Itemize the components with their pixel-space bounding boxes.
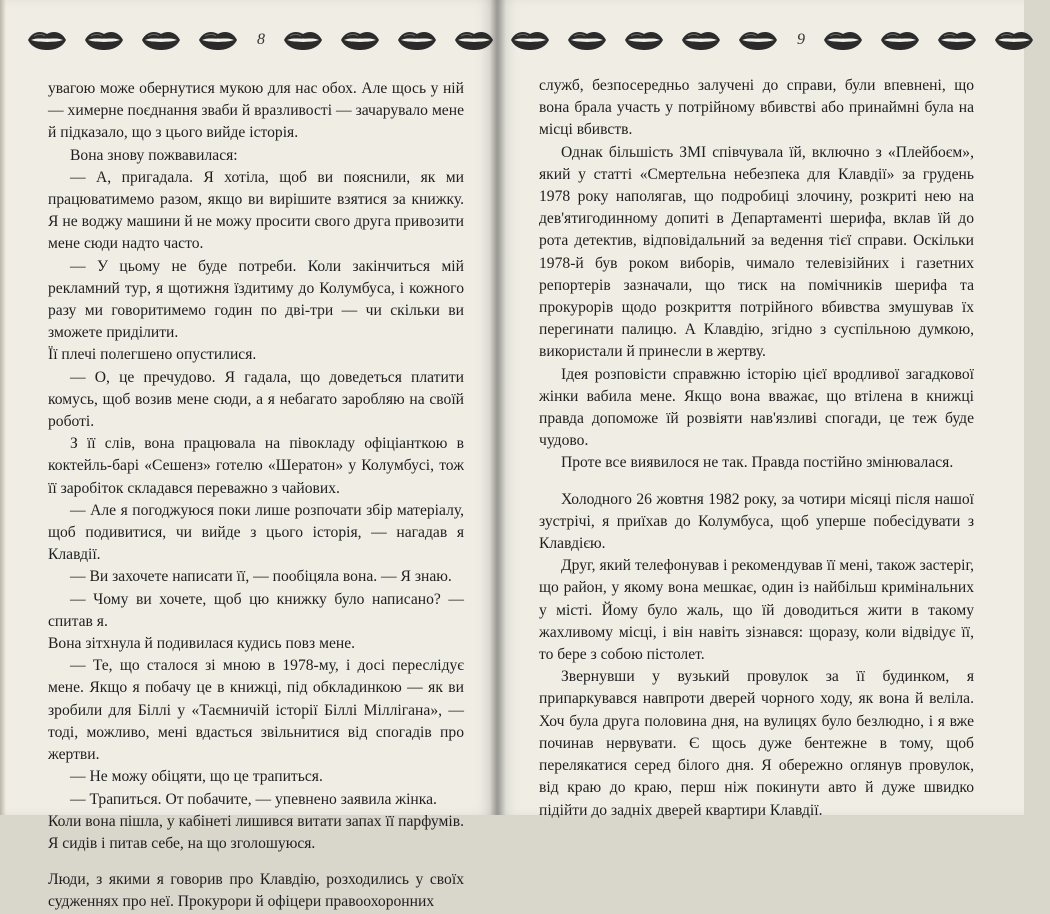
paragraph: Друг, який телефонував і рекомендував її мені, також застеріг, що район, у якому вона мешкає, один із найбільш кримінальних у місті. Йому було жаль, що їй доводиться жити в такому жахливому місці, і він навіть зізнався: щоразу, коли відвідує її, то бере з собою пістолет. (539, 557, 974, 664)
lips-icon (680, 29, 722, 51)
lips-icon (453, 29, 495, 51)
lips-icon (509, 29, 551, 51)
paragraph: — А, пригадала. Я хотіла, щоб ви пояснили, як ми працюватимемо разом, якщо ви вирішите взятися за книжку. Я не воджу машини й не можу просити свого друга привозити мене сюди надто часто. (48, 168, 464, 253)
right-page (497, 0, 1024, 819)
paragraph: — Те, що сталося зі мною в 1978-му, і досі переслідує мене. Якщо я побачу це в книжці, під обкладинкою — як ви зробили для Біллі у «Таємничій історії Біллі Міллігана», — тоді, можливо, мені вдасться звільнитися від спогадів про жертви. (48, 657, 464, 764)
left-page (0, 0, 497, 911)
paragraph: — Трапиться. От побачите, — упевнено заявила жінка. (70, 790, 437, 808)
paragraph: — У цьому не буде потреби. Коли закінчиться мій рекламний тур, я щотижня їздитиму до Колумбуса, і кожного разу ми говоритимемо годин по дві-три — чи скільки ви зможете приділити. (48, 257, 464, 342)
lips-icon (197, 29, 239, 51)
paragraph: Вона знову пожвавилася: (70, 146, 238, 164)
lips-icon (822, 29, 864, 51)
lips-icon (83, 29, 125, 51)
left-page-text (48, 78, 464, 914)
lips-icon (396, 29, 438, 51)
paragraph: З її слів, вона працювала на півокладу офіціанткою в коктейль-барі «Сешенз» готелю «Шератон» у Колумбусі, тож її заробіток складався переважно з чайових. (48, 435, 464, 497)
right-header-ornament (509, 22, 1050, 58)
lips-icon (993, 29, 1035, 51)
lips-icon (936, 29, 978, 51)
lips-icon (26, 29, 68, 51)
paragraph: — Чому ви хочете, щоб цю книжку було написано? — спитав я. (48, 590, 464, 630)
page-number: 8 (257, 31, 265, 48)
paragraph: — О, це пречудово. Я гадала, що доведеться платити комусь, щоб возив мене сюди, а я небагато заробляю на своїй роботі. (48, 368, 464, 431)
lips-icon (623, 29, 665, 51)
right-page-text (539, 75, 974, 822)
paragraph: Коли вона пішла, у кабінеті лишився витати запах її парфумів. Я сидів і питав себе, на що зголошуюся. (48, 812, 464, 852)
lips-icon (566, 29, 608, 51)
lips-icon (140, 29, 182, 51)
lips-icon (282, 29, 324, 51)
left-header-ornament (26, 22, 510, 58)
paragraph: Однак більшість ЗМІ співчувала їй, включно з «Плейбоєм», який у статті «Смертельна небезпека для Клавдії» за грудень 1978 року наполягав, що подробиці злочину, розкриті нею на дев'ятигодинному допиті в Департаменті шерифа, вклав їй до рота детектив, відповідальний за ведення тієї справи. Оскільки 1978-й був роком виборів, чимало телевізійних і газетних репортерів зазначали, що тиск на помічників шерифа та прокурорів щодо розкриття потрійного вбивства змушував їх перегинати палицю. А Клавдію, згідно з суспільною думкою, використали й принесли в жертву. (539, 143, 974, 361)
lips-icon (737, 29, 779, 51)
paragraph: Холодного 26 жовтня 1982 року, за чотири місяці після нашої зустрічі, я приїхав до Колумбуса, щоб уперше побесідувати з Клавдією. (539, 490, 974, 553)
paragraph: — Ви захочете написати її, — пообіцяла вона. — Я знаю. (70, 568, 452, 586)
lips-icon (879, 29, 921, 51)
paragraph: — Не можу обіцяти, що це трапиться. (70, 768, 323, 786)
paragraph: Вона зітхнула й подивилася кудись повз мене. (48, 635, 356, 653)
paragraph: Звернувши у вузький провулок за її будинком, я припаркувався навпроти дверей чорного ходу, як вона й веліла. Хоч була друга половина дня, на вулицях було безлюдно, і я вже починав нервувати. Є щось дуже бентежне в тому, щоб перелякатися серед білого дня. Я обережно оглянув провулок, від краю до краю, перш ніж покинути авто й дуже швидко підійти до задніх дверей квартири Клавдії. (539, 668, 974, 819)
paragraph: Ідея розповісти справжню історію цієї вродливої загадкової жінки вабила мене. Якщо вона вважає, що втілена в книжці правда допоможе їй розвіяти нав'язливі спогади, це теж буде чудово. (539, 365, 974, 450)
paragraph: служб, безпосередньо залучені до справи, були впевнені, що вона брала участь у потрійному вбивстві або принаймні була на місці вбивств. (539, 77, 974, 139)
page-number: 9 (797, 31, 805, 48)
paragraph: Люди, з якими я говорив про Клавдію, розходились у своїх судженнях про неї. Прокурори й офіцери правоохоронних (48, 871, 464, 911)
page-edge (0, 0, 6, 815)
lips-icon (339, 29, 381, 51)
paragraph: — Але я погоджуюся поки лише розпочати збір матеріалу, щоб подивитися, чи вийде з цього історія, — нагадав я Клавдії. (48, 501, 464, 564)
paragraph: Її плечі полегшено опустилися. (48, 346, 257, 364)
paragraph: Проте все виявилося не так. Правда постійно змінювалася. (561, 454, 954, 472)
paragraph: увагою може обернутися мукою для нас обох. Але щось у ній — химерне поєднання зваби й вразливості — зачарувало мене й підказало, що з цього вийде історія. (48, 80, 464, 142)
